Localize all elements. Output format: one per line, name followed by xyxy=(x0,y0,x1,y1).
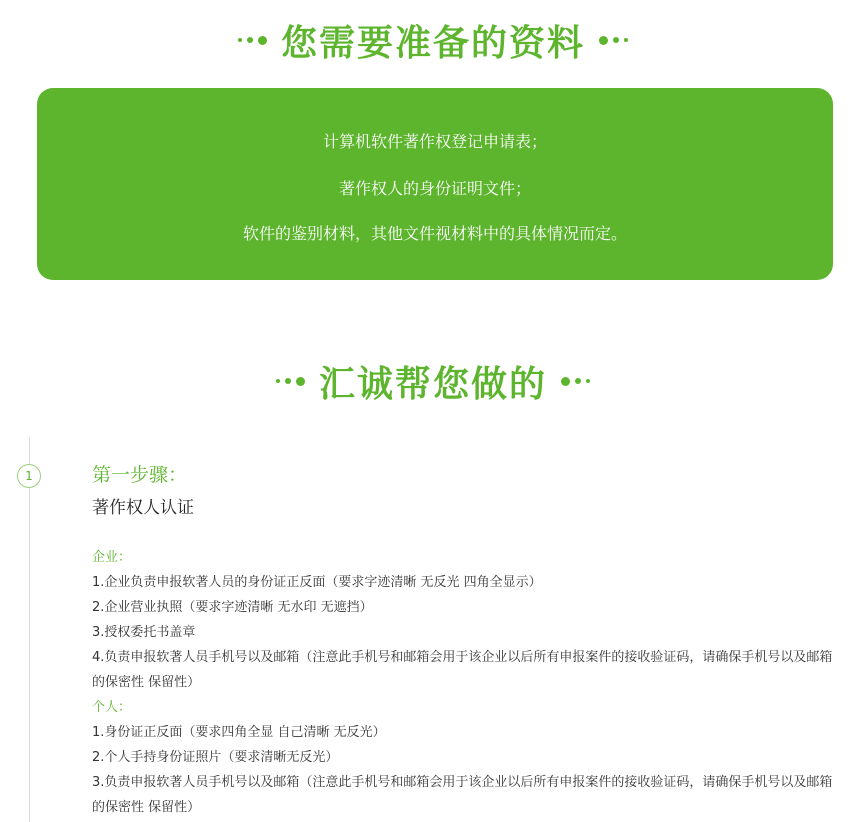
section-title-services xyxy=(0,355,866,407)
company-label: 企业： xyxy=(92,550,132,565)
decorative-dots-left xyxy=(238,36,267,45)
personal-label: 个人： xyxy=(92,700,132,715)
section-title-text: 汇诚帮您做的 xyxy=(318,363,547,405)
personal-requirement: 3.负责申报软著人员手机号以及邮箱（注意此手机号和邮箱会用于该企业以后所有申报案件的接收验证码，请确保手机号以及邮箱的保密性 保留性） xyxy=(92,775,833,815)
company-requirement: 3.授权委托书盖章 xyxy=(92,625,196,640)
step-number-badge: 1 xyxy=(17,464,41,488)
section-title-text: 您需要准备的资料 xyxy=(280,22,585,64)
personal-requirement: 1.身份证正反面（要求四角全显 自己清晰 无反光） xyxy=(92,725,386,740)
material-item: 著作权人的身份证明文件； xyxy=(338,179,531,198)
decorative-dots-left xyxy=(276,377,305,386)
timeline-line xyxy=(29,437,30,822)
decorative-dots-right xyxy=(561,377,590,386)
company-requirement: 4.负责申报软著人员手机号以及邮箱（注意此手机号和邮箱会用于该企业以后所有申报案件的接收验证码，请确保手机号以及邮箱的保密性 保留性） xyxy=(92,650,833,690)
material-item: 软件的鉴别材料，其他文件视材料中的具体情况而定。 xyxy=(242,224,627,243)
company-requirement: 2.企业营业执照（要求字迹清晰 无水印 无遮挡） xyxy=(92,600,373,615)
step-title: 第一步骤： xyxy=(92,464,188,486)
step-subtitle: 著作权人认证 xyxy=(92,498,194,518)
decorative-dots-right xyxy=(599,36,628,45)
section-title-materials xyxy=(0,14,866,66)
personal-requirement: 2.个人手持身份证照片（要求清晰无反光） xyxy=(92,750,339,765)
company-requirement: 1.企业负责申报软著人员的身份证正反面（要求字迹清晰 无反光 四角全显示） xyxy=(92,575,542,590)
materials-box xyxy=(37,88,833,280)
step-content xyxy=(92,460,837,820)
material-item: 计算机软件著作权登记申请表； xyxy=(322,132,547,151)
